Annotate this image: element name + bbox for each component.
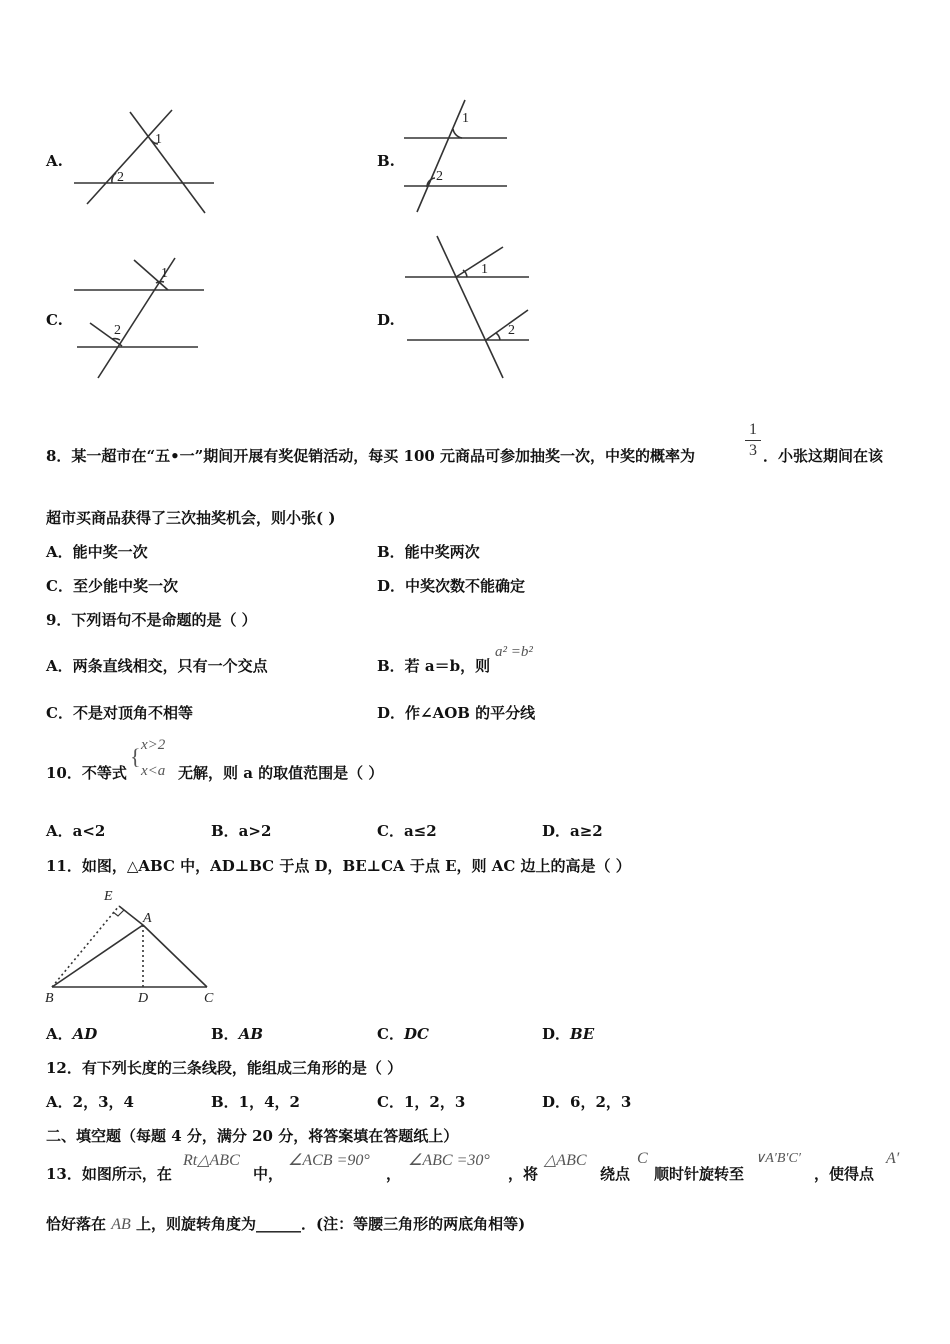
q12-option-b: B．1，4，2 (211, 1093, 300, 1111)
q9-option-b: B．若 a＝b，则 (377, 657, 491, 675)
q10-option-b: B．a>2 (211, 822, 272, 840)
q13-line2-prefix: 恰好落在 (46, 1215, 107, 1233)
q8-option-a: A．能中奖一次 (46, 543, 148, 561)
q13-line2-suffix: 上，则旋转角度为______．(注：等腰三角形的两底角相等) (136, 1215, 526, 1233)
q12-option-a: A．2，3，4 (46, 1093, 134, 1111)
q11-label-d: D (138, 991, 149, 1006)
q7-option-a-label: A. (46, 152, 63, 170)
q10-inequality-1: x>2 (141, 737, 166, 753)
q11-stem: 11．如图，△ABC 中，AD⊥BC 于点 D，BE⊥CA 于点 E，则 AC 边上的高是（ ） (46, 857, 631, 875)
q8-option-d: D．中奖次数不能确定 (377, 577, 526, 595)
q11-label-c: C (204, 991, 214, 1006)
q13-math-3: ∠ABC =30° (408, 1152, 490, 1169)
q7-option-b-label: B. (377, 152, 395, 170)
q7-b-angle2: 2 (436, 169, 443, 184)
q13-text-4: ，将 (508, 1165, 539, 1183)
q11-option-d: D．BE (542, 1025, 595, 1043)
q10-option-d: D．a≥2 (542, 822, 603, 840)
q13-text-5: 绕点 (600, 1165, 631, 1183)
section-2-heading: 二、填空题（每题 4 分，满分 20 分，将答案填在答题纸上） (46, 1127, 459, 1145)
q13-math-2: ∠ACB =90° (288, 1152, 370, 1169)
q13-math-1: Rt△ABC (183, 1152, 240, 1169)
q8-stem-line2: 超市买商品获得了三次抽奖机会，则小张( ) (46, 509, 336, 527)
q8-fraction-numerator: 1 (749, 421, 757, 438)
q13-math-7: A′ (886, 1150, 900, 1167)
q11-label-a: A (143, 911, 152, 926)
q10-stem-prefix: 10．不等式 (46, 764, 127, 782)
q13-text-7: ，使得点 (814, 1165, 875, 1183)
q13-line2-math: AB (111, 1216, 131, 1233)
q8-option-c: C．至少能中奖一次 (46, 577, 178, 595)
q10-stem-suffix: 无解，则 a 的取值范围是（ ） (178, 764, 384, 782)
q10-option-a: A．a<2 (46, 822, 106, 840)
q7-option-d-label: D. (377, 311, 395, 329)
q9-option-d: D．作∠AOB 的平分线 (377, 704, 536, 722)
q11-label-b: B (45, 991, 54, 1006)
q7-c-angle2: 2 (114, 323, 121, 338)
q7-a-angle2: 2 (117, 170, 124, 185)
q9-option-c: C．不是对顶角不相等 (46, 704, 193, 722)
q13-math-4: △ABC (544, 1152, 587, 1169)
q10-inequality-2: x<a (141, 763, 166, 779)
q10-option-c: C．a≤2 (377, 822, 437, 840)
q7-option-c-label: C. (46, 311, 63, 329)
q13-text-6: 顺时针旋转至 (654, 1165, 745, 1183)
q9-option-b-formula: a² =b² (495, 644, 533, 660)
q9-stem: 9．下列语句不是命题的是（ ） (46, 611, 257, 629)
q11-label-e: E (104, 889, 113, 904)
q11-option-a: A．AD (46, 1025, 98, 1043)
q13-math-6: ∨A′B′C′ (755, 1151, 801, 1166)
q8-stem-suffix: ．小张这期间在该 (763, 447, 884, 465)
q12-option-d: D．6，2，3 (542, 1093, 632, 1111)
q7-b-angle1: 1 (462, 111, 469, 126)
q13-text-2: 中， (253, 1165, 284, 1183)
q7-a-angle1: 1 (155, 132, 162, 147)
q11-option-c: C．DC (377, 1025, 429, 1043)
q10-brace-icon: { (130, 744, 141, 769)
q11-option-b: B．AB (211, 1025, 264, 1043)
q7-c-angle1: 1 (161, 266, 168, 281)
q8-stem-prefix: 8．某一超市在“五•一”期间开展有奖促销活动，每买 100 元商品可参加抽奖一次，中奖的概率为 (46, 447, 696, 465)
q12-option-c: C．1，2，3 (377, 1093, 466, 1111)
q13-math-5: C (637, 1150, 648, 1167)
q12-stem: 12．有下列长度的三条线段，能组成三角形的是（ ） (46, 1059, 403, 1077)
q13-text-3: ， (386, 1165, 402, 1183)
q7-d-angle2: 2 (508, 323, 515, 338)
q7-d-angle1: 1 (481, 262, 488, 277)
q9-option-a: A．两条直线相交，只有一个交点 (46, 657, 268, 675)
q13-line2 (46, 1213, 525, 1234)
q8-option-b: B．能中奖两次 (377, 543, 480, 561)
q8-fraction-denominator: 3 (749, 442, 757, 459)
q13-text-1: 13．如图所示，在 (46, 1165, 172, 1183)
